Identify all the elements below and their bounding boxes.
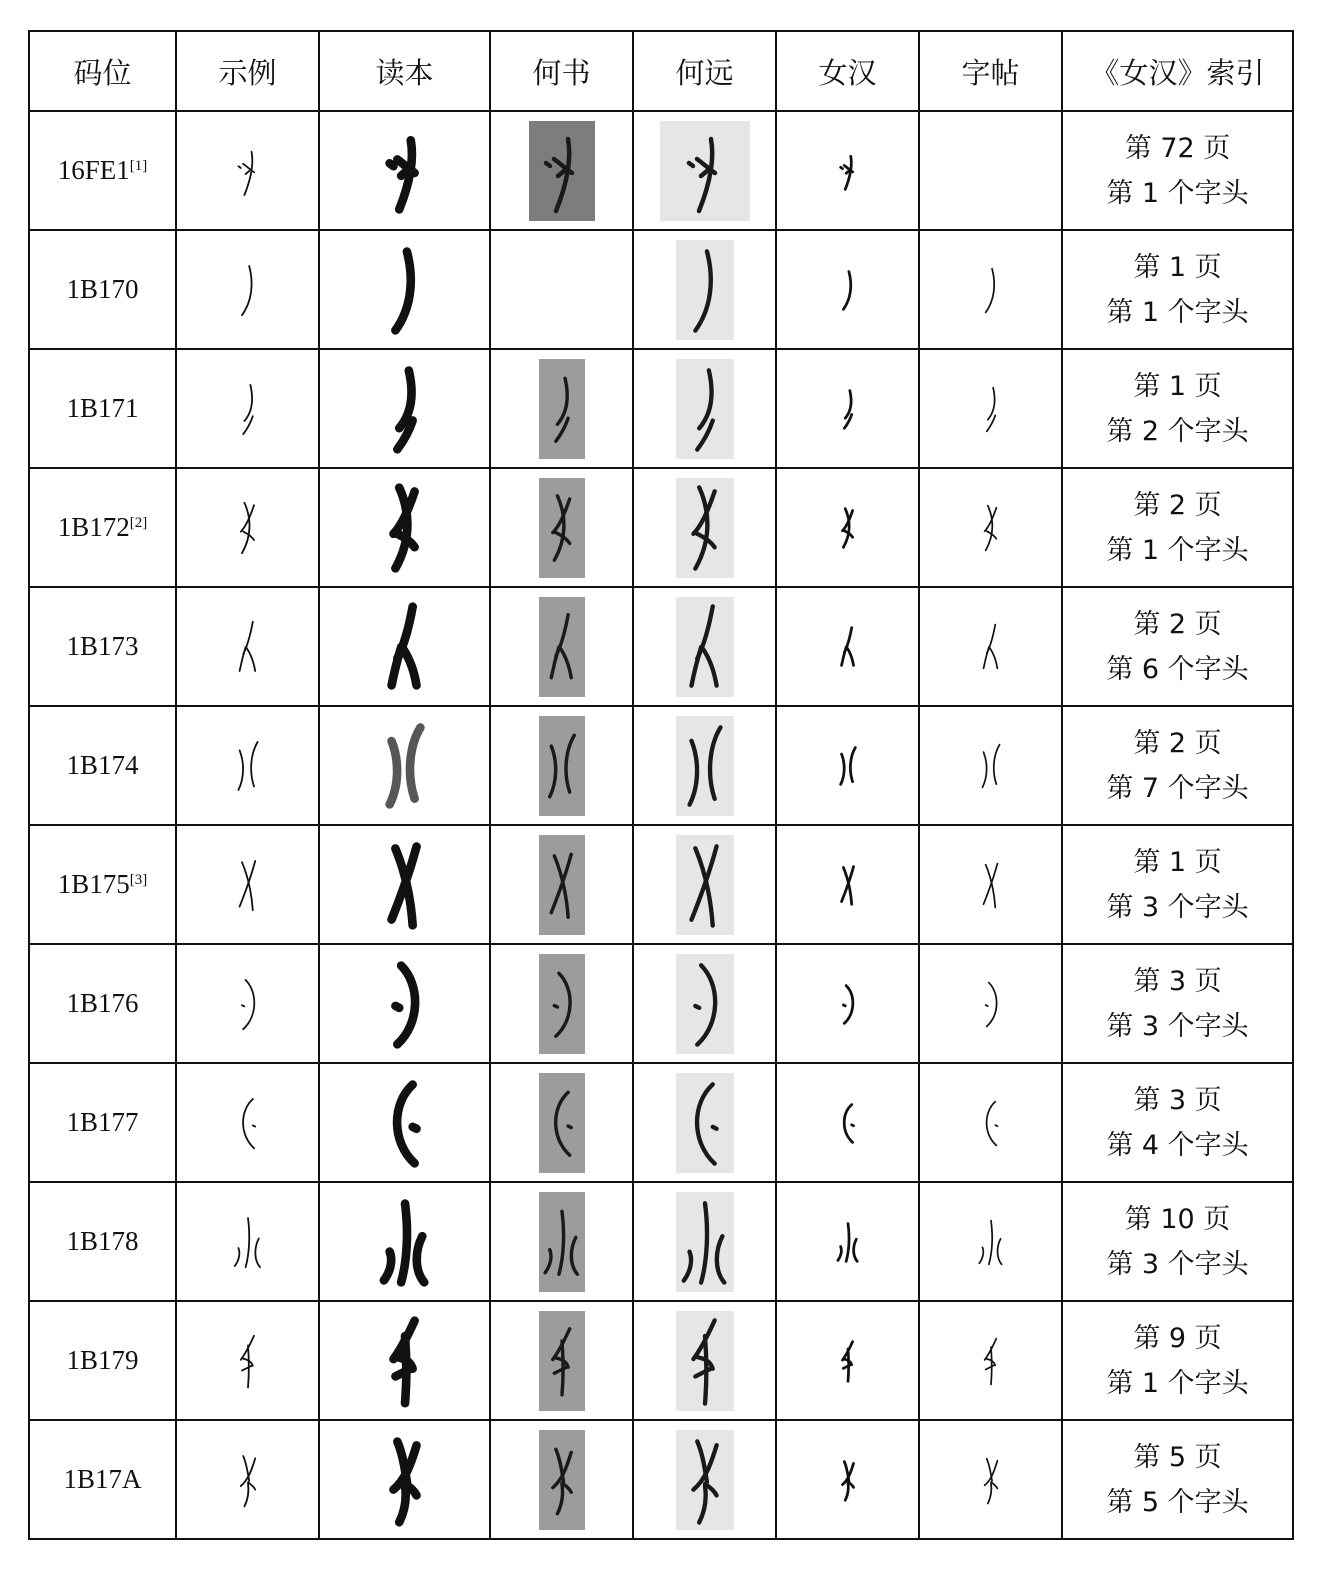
index-head: 第 3 个字头 xyxy=(1106,891,1249,923)
code-point-cell xyxy=(29,1301,176,1420)
code-point-cell xyxy=(29,111,176,230)
code-point: 1B171 xyxy=(66,393,139,423)
copybook-glyph xyxy=(975,1202,1007,1282)
he-yuan-glyph xyxy=(676,716,734,816)
nvhan-glyph xyxy=(833,1219,863,1265)
copybook-glyph xyxy=(975,845,1007,925)
copybook-glyph xyxy=(975,369,1007,449)
he-yuan-glyph xyxy=(660,121,750,221)
he-book-scan xyxy=(539,1311,585,1411)
reader-glyph xyxy=(375,956,435,1052)
table-row xyxy=(29,1301,1293,1420)
code-point: 1B179 xyxy=(66,1345,139,1375)
nvhan-glyph xyxy=(833,505,863,551)
he-book-scan xyxy=(539,716,585,816)
he-yuan-glyph xyxy=(676,1311,734,1411)
index-page: 第 3 页 xyxy=(1133,1084,1222,1116)
example-cell xyxy=(176,1182,319,1301)
he-book-glyph xyxy=(529,121,595,221)
he-book-cell xyxy=(490,111,633,230)
example-glyph xyxy=(230,1330,266,1392)
index-page: 第 10 页 xyxy=(1124,1203,1231,1235)
he-book-glyph xyxy=(539,478,585,578)
example-glyph xyxy=(230,378,266,440)
nvhan-glyph xyxy=(833,148,863,194)
index-page: 第 2 页 xyxy=(1133,489,1222,521)
he-yuan-glyph xyxy=(676,597,734,697)
table-row xyxy=(29,230,1293,349)
reader-glyph xyxy=(375,1194,435,1290)
he-book-scan xyxy=(539,1430,585,1530)
reader-glyph xyxy=(375,242,435,338)
index-page: 第 3 页 xyxy=(1133,965,1222,997)
he-book-cell xyxy=(490,1182,633,1301)
he-yuan-cell xyxy=(633,587,776,706)
he-yuan-cell xyxy=(633,1420,776,1539)
he-yuan-scan xyxy=(676,478,734,578)
nvhan-cell xyxy=(776,1420,919,1539)
he-yuan-cell xyxy=(633,944,776,1063)
he-book-scan xyxy=(529,121,595,221)
copybook-cell xyxy=(919,1063,1062,1182)
copybook-cell xyxy=(919,706,1062,825)
he-yuan-scan xyxy=(676,835,734,935)
he-yuan-scan xyxy=(676,1311,734,1411)
copybook-glyph xyxy=(975,1321,1007,1401)
copybook-glyph xyxy=(975,726,1007,806)
example-cell xyxy=(176,1063,319,1182)
code-point: 1B175 xyxy=(57,869,130,899)
example-glyph xyxy=(230,259,266,321)
index-page: 第 9 页 xyxy=(1133,1322,1222,1354)
reader-cell xyxy=(319,1063,490,1182)
header-row xyxy=(29,31,1293,111)
header-he-yuan: 何远 xyxy=(633,31,776,111)
table-row xyxy=(29,111,1293,230)
copybook-cell xyxy=(919,1182,1062,1301)
index-page: 第 2 页 xyxy=(1133,727,1222,759)
he-book-glyph xyxy=(539,359,585,459)
index-page: 第 1 页 xyxy=(1133,251,1222,283)
he-yuan-glyph xyxy=(676,1073,734,1173)
he-book-glyph xyxy=(539,1311,585,1411)
header-reader: 读本 xyxy=(319,31,490,111)
code-point-cell xyxy=(29,468,176,587)
header-copybook: 字帖 xyxy=(919,31,1062,111)
code-point: 1B172 xyxy=(57,512,130,542)
he-book-cell xyxy=(490,230,633,349)
index-cell xyxy=(1062,1420,1293,1539)
nvhan-cell xyxy=(776,587,919,706)
code-point-cell xyxy=(29,706,176,825)
he-book-glyph xyxy=(539,835,585,935)
reader-cell xyxy=(319,706,490,825)
copybook-cell xyxy=(919,468,1062,587)
index-page: 第 2 页 xyxy=(1133,608,1222,640)
nvhan-cell xyxy=(776,944,919,1063)
he-yuan-glyph xyxy=(676,359,734,459)
index-cell xyxy=(1062,111,1293,230)
reader-cell xyxy=(319,587,490,706)
reader-cell xyxy=(319,111,490,230)
he-book-cell xyxy=(490,349,633,468)
reader-cell xyxy=(319,1182,490,1301)
he-yuan-glyph xyxy=(676,954,734,1054)
he-book-scan xyxy=(539,359,585,459)
code-point: 1B174 xyxy=(66,750,139,780)
footnote-mark: [3] xyxy=(129,872,148,888)
copybook-glyph xyxy=(975,250,1007,330)
reader-glyph xyxy=(375,361,435,457)
reader-cell xyxy=(319,468,490,587)
copybook-glyph xyxy=(975,964,1007,1044)
index-cell xyxy=(1062,468,1293,587)
example-cell xyxy=(176,230,319,349)
nvhan-cell xyxy=(776,111,919,230)
reader-glyph xyxy=(375,480,435,576)
index-head: 第 3 个字头 xyxy=(1106,1248,1249,1280)
copybook-cell xyxy=(919,230,1062,349)
index-cell xyxy=(1062,1182,1293,1301)
index-head: 第 6 个字头 xyxy=(1106,653,1249,685)
he-book-scan xyxy=(539,597,585,697)
he-yuan-scan xyxy=(676,1430,734,1530)
he-yuan-cell xyxy=(633,1301,776,1420)
example-cell xyxy=(176,111,319,230)
index-cell xyxy=(1062,944,1293,1063)
index-head: 第 1 个字头 xyxy=(1106,177,1249,209)
he-yuan-scan xyxy=(676,716,734,816)
example-cell xyxy=(176,587,319,706)
example-glyph xyxy=(230,1211,266,1273)
he-yuan-glyph xyxy=(676,1192,734,1292)
copybook-cell xyxy=(919,1301,1062,1420)
index-head: 第 1 个字头 xyxy=(1106,296,1249,328)
he-yuan-glyph xyxy=(676,835,734,935)
index-page: 第 1 页 xyxy=(1133,846,1222,878)
code-point-cell xyxy=(29,1063,176,1182)
copybook-glyph xyxy=(975,607,1007,687)
reader-cell xyxy=(319,944,490,1063)
nvhan-cell xyxy=(776,706,919,825)
example-glyph xyxy=(230,616,266,678)
index-head: 第 5 个字头 xyxy=(1106,1486,1249,1518)
index-head: 第 4 个字头 xyxy=(1106,1129,1249,1161)
example-glyph xyxy=(230,973,266,1035)
index-cell xyxy=(1062,1301,1293,1420)
nvhan-cell xyxy=(776,349,919,468)
he-yuan-glyph xyxy=(676,1430,734,1530)
code-point-cell xyxy=(29,587,176,706)
he-yuan-scan xyxy=(660,121,750,221)
code-point: 1B17A xyxy=(63,1464,142,1494)
he-book-glyph xyxy=(539,597,585,697)
index-cell xyxy=(1062,230,1293,349)
he-yuan-scan xyxy=(676,240,734,340)
footnote-mark: [2] xyxy=(129,515,148,531)
index-head: 第 7 个字头 xyxy=(1106,772,1249,804)
example-cell xyxy=(176,706,319,825)
nvhan-glyph xyxy=(833,267,863,313)
code-point-cell xyxy=(29,349,176,468)
table-row xyxy=(29,349,1293,468)
table-row xyxy=(29,1420,1293,1539)
he-book-cell xyxy=(490,944,633,1063)
header-code: 码位 xyxy=(29,31,176,111)
he-yuan-cell xyxy=(633,468,776,587)
code-point: 1B178 xyxy=(66,1226,139,1256)
index-cell xyxy=(1062,1063,1293,1182)
example-cell xyxy=(176,468,319,587)
code-point: 1B170 xyxy=(66,274,139,304)
reader-glyph xyxy=(375,837,435,933)
code-point: 1B173 xyxy=(66,631,139,661)
copybook-glyph xyxy=(975,1083,1007,1163)
index-cell xyxy=(1062,706,1293,825)
example-glyph xyxy=(230,1449,266,1511)
reader-glyph xyxy=(375,1432,435,1528)
reader-cell xyxy=(319,349,490,468)
copybook-glyph xyxy=(975,488,1007,568)
nvhan-glyph xyxy=(833,1100,863,1146)
nvhan-glyph xyxy=(833,1457,863,1503)
example-cell xyxy=(176,825,319,944)
copybook-glyph xyxy=(975,1440,1007,1520)
nvhan-cell xyxy=(776,1063,919,1182)
he-yuan-scan xyxy=(676,954,734,1054)
he-book-cell xyxy=(490,468,633,587)
index-page: 第 72 页 xyxy=(1124,132,1231,164)
table-row xyxy=(29,1063,1293,1182)
he-book-cell xyxy=(490,587,633,706)
reader-glyph xyxy=(375,123,435,219)
index-head: 第 3 个字头 xyxy=(1106,1010,1249,1042)
he-book-scan xyxy=(539,1192,585,1292)
header-nvhan: 女汉 xyxy=(776,31,919,111)
header-index: 《女汉》索引 xyxy=(1062,31,1293,111)
he-yuan-cell xyxy=(633,706,776,825)
he-book-glyph xyxy=(539,1073,585,1173)
footnote-mark: [1] xyxy=(129,158,148,174)
nvhan-glyph xyxy=(833,624,863,670)
copybook-cell xyxy=(919,1420,1062,1539)
copybook-cell xyxy=(919,944,1062,1063)
code-point-cell xyxy=(29,825,176,944)
table-row xyxy=(29,706,1293,825)
reader-glyph xyxy=(375,1075,435,1171)
code-point: 1B177 xyxy=(66,1107,139,1137)
code-point: 16FE1 xyxy=(57,155,130,185)
reader-glyph xyxy=(375,1313,435,1409)
index-head: 第 1 个字头 xyxy=(1106,534,1249,566)
table-row xyxy=(29,587,1293,706)
nvhan-cell xyxy=(776,230,919,349)
example-glyph xyxy=(230,1092,266,1154)
index-cell xyxy=(1062,349,1293,468)
code-point-cell xyxy=(29,944,176,1063)
table-row xyxy=(29,825,1293,944)
he-yuan-cell xyxy=(633,825,776,944)
table-row xyxy=(29,944,1293,1063)
nvhan-glyph xyxy=(833,981,863,1027)
copybook-cell xyxy=(919,349,1062,468)
nvhan-glyph xyxy=(833,1338,863,1384)
index-head: 第 1 个字头 xyxy=(1106,1367,1249,1399)
he-book-glyph xyxy=(539,1430,585,1530)
example-cell xyxy=(176,944,319,1063)
he-book-scan xyxy=(539,835,585,935)
character-table xyxy=(28,30,1294,1540)
header-example: 示例 xyxy=(176,31,319,111)
example-cell xyxy=(176,349,319,468)
index-cell xyxy=(1062,825,1293,944)
nvhan-cell xyxy=(776,1301,919,1420)
example-glyph xyxy=(230,140,266,202)
copybook-cell xyxy=(919,587,1062,706)
example-glyph xyxy=(230,854,266,916)
he-book-cell xyxy=(490,706,633,825)
code-point: 1B176 xyxy=(66,988,139,1018)
nvhan-cell xyxy=(776,468,919,587)
he-yuan-scan xyxy=(676,1073,734,1173)
copybook-cell xyxy=(919,111,1062,230)
he-book-cell xyxy=(490,1301,633,1420)
index-page: 第 5 页 xyxy=(1133,1441,1222,1473)
reader-glyph xyxy=(375,599,435,695)
reader-cell xyxy=(319,230,490,349)
he-book-cell xyxy=(490,825,633,944)
he-yuan-scan xyxy=(676,1192,734,1292)
he-yuan-cell xyxy=(633,230,776,349)
he-book-glyph xyxy=(539,716,585,816)
he-yuan-scan xyxy=(676,597,734,697)
code-point-cell xyxy=(29,1182,176,1301)
index-cell xyxy=(1062,587,1293,706)
he-yuan-cell xyxy=(633,1063,776,1182)
table-row xyxy=(29,1182,1293,1301)
he-book-scan xyxy=(539,954,585,1054)
nvhan-glyph xyxy=(833,743,863,789)
nvhan-glyph xyxy=(833,862,863,908)
index-page: 第 1 页 xyxy=(1133,370,1222,402)
header-he-book: 何书 xyxy=(490,31,633,111)
he-yuan-cell xyxy=(633,111,776,230)
example-glyph xyxy=(230,735,266,797)
he-yuan-glyph xyxy=(676,240,734,340)
code-point-cell xyxy=(29,1420,176,1539)
reader-cell xyxy=(319,1301,490,1420)
code-point-cell xyxy=(29,230,176,349)
he-book-glyph xyxy=(539,954,585,1054)
reader-cell xyxy=(319,1420,490,1539)
table-row xyxy=(29,468,1293,587)
example-cell xyxy=(176,1301,319,1420)
he-yuan-cell xyxy=(633,1182,776,1301)
reader-glyph xyxy=(375,718,435,814)
he-yuan-cell xyxy=(633,349,776,468)
example-cell xyxy=(176,1420,319,1539)
nvhan-cell xyxy=(776,825,919,944)
he-book-scan xyxy=(539,478,585,578)
he-yuan-scan xyxy=(676,359,734,459)
nvhan-cell xyxy=(776,1182,919,1301)
he-yuan-glyph xyxy=(676,478,734,578)
he-book-glyph xyxy=(539,1192,585,1292)
copybook-cell xyxy=(919,825,1062,944)
example-glyph xyxy=(230,497,266,559)
reader-cell xyxy=(319,825,490,944)
he-book-scan xyxy=(539,1073,585,1173)
he-book-cell xyxy=(490,1420,633,1539)
index-head: 第 2 个字头 xyxy=(1106,415,1249,447)
nvhan-glyph xyxy=(833,386,863,432)
he-book-cell xyxy=(490,1063,633,1182)
